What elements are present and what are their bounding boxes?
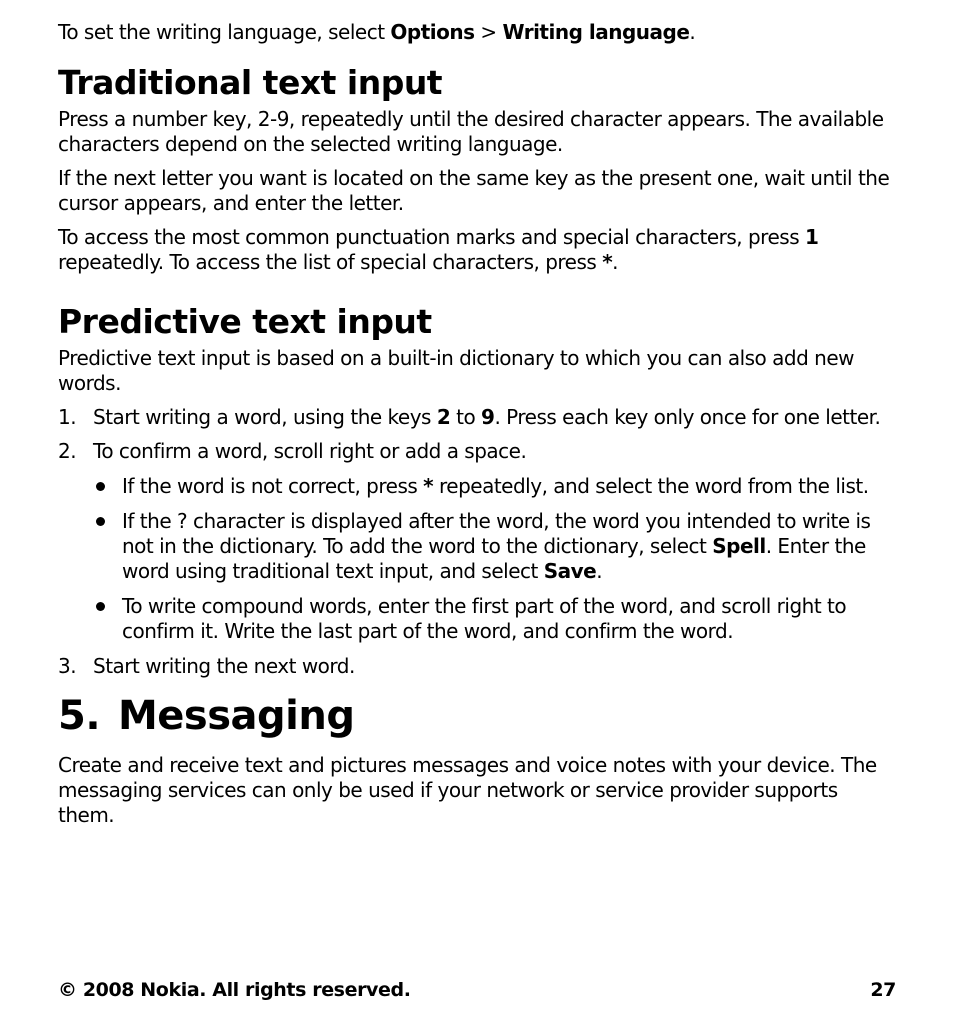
- step-number: 2.: [58, 439, 77, 463]
- confirm-word-bullets: [93, 474, 898, 644]
- save-option-label: Save: [543, 559, 597, 583]
- key-1-label: 1: [804, 225, 819, 249]
- list-item: 3. Start writing the next word.: [58, 654, 355, 678]
- traditional-text-input-heading: Traditional text input: [58, 63, 443, 102]
- writing-language-menu-label: Writing language: [502, 20, 690, 44]
- traditional-paragraph-1: Press a number key, 2-9, repeatedly until the desired character appears. The available characters depend on the selected writing language.: [58, 107, 884, 156]
- page-footer: [58, 978, 896, 1002]
- options-menu-label: Options: [390, 20, 475, 44]
- list-item: If the word is not correct, press * repeatedly, and select the word from the list.: [93, 474, 898, 499]
- intro-period: .: [689, 20, 696, 44]
- document-page: [58, 20, 898, 837]
- key-star-label: *: [423, 474, 434, 498]
- key-star-label: *: [602, 250, 613, 274]
- bullet-icon: [96, 602, 105, 611]
- chapter-number: 5.: [58, 693, 101, 739]
- list-item: 1. Start writing a word, using the keys 2 to 9. Press each key only once for one letter.: [58, 405, 881, 429]
- step-number: 3.: [58, 654, 77, 678]
- bullet-icon: [96, 517, 105, 526]
- messaging-chapter-heading: [58, 693, 898, 739]
- step-number: 1.: [58, 405, 77, 429]
- predictive-text-input-heading: Predictive text input: [58, 302, 432, 341]
- list-item: If the ? character is displayed after the word, the word you intended to write is not in the dictionary. To add the word to the dictionary, select Spell. Enter the word using traditional text input, and select Save.: [93, 509, 898, 584]
- page-number: 27: [870, 979, 896, 1001]
- copyright-notice: © 2008 Nokia. All rights reserved.: [58, 979, 411, 1001]
- predictive-steps-list: [58, 405, 898, 679]
- menu-separator: >: [474, 20, 503, 44]
- bullet-icon: [96, 482, 105, 491]
- intro-text: To set the writing language, select: [58, 20, 391, 44]
- key-2-label: 2: [436, 405, 451, 429]
- predictive-paragraph-1: Predictive text input is based on a built-in dictionary to which you can also add new words.: [58, 346, 854, 395]
- messaging-paragraph-1: Create and receive text and pictures messages and voice notes with your device. The messaging services can only be used if your network or service provider supports them.: [58, 753, 877, 827]
- spell-option-label: Spell: [712, 534, 766, 558]
- key-9-label: 9: [481, 405, 495, 429]
- traditional-paragraph-3: To access the most common punctuation marks and special characters, press 1 repeatedly. To access the list of special characters, press *.: [58, 225, 819, 274]
- list-item: 2. To confirm a word, scroll right or add a space. If the word is not correct, press * repeatedly, and select the word from the list. If the ? character is displayed after the word, the word you intended to write is not in the dictionary. To add the word to the dictionary, select Spell. Enter the word using traditional text input, and select Save. To write compound words, enter the first part of the word, and scroll right to confirm it. Write the last part of the word, and confirm the word.: [58, 439, 898, 644]
- writing-language-instruction: [58, 20, 898, 45]
- traditional-paragraph-2: If the next letter you want is located on the same key as the present one, wait until the cursor appears, and enter the letter.: [58, 166, 890, 215]
- list-item: To write compound words, enter the first part of the word, and scroll right to confirm it. Write the last part of the word, and confirm the word.: [93, 594, 898, 644]
- chapter-title: Messaging: [118, 693, 355, 739]
